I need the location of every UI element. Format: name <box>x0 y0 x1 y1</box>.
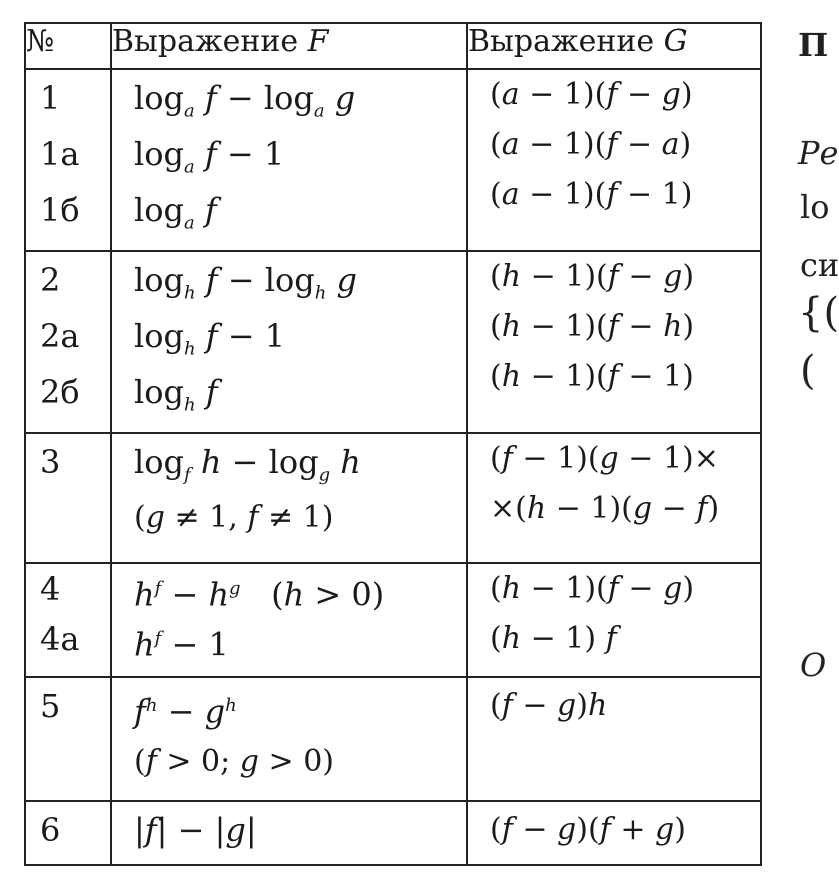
expression-g: (f − 1)(g − 1)× <box>490 441 719 476</box>
table-row <box>25 69 761 251</box>
table-row <box>25 433 761 563</box>
table-row <box>25 251 761 433</box>
row-numbers <box>25 251 111 433</box>
expression-g-cell <box>467 563 761 677</box>
row-number: 1 <box>40 79 61 117</box>
expression-f: $h^f - 1$ <box>134 625 229 664</box>
expression-g: (h − 1)(f − 1) <box>490 359 694 394</box>
table-row <box>25 801 761 865</box>
expression-f: $h^f - h^g$ (h > 0) <box>134 575 385 614</box>
row-numbers <box>25 677 111 801</box>
expression-f-cell <box>111 251 467 433</box>
header-expression-f: Выражение F <box>111 23 467 69</box>
header-expression-g: Выражение G <box>467 23 761 69</box>
expression-g: (a − 1)(f − g) <box>490 77 693 112</box>
row-number: 2 <box>40 261 61 299</box>
expression-f: |f| − |g| <box>134 811 257 849</box>
side-fragment: {( <box>798 290 839 336</box>
expression-f: $f^h - g^h$ <box>134 692 237 731</box>
row-number: 4 <box>40 570 61 608</box>
row-number: 1а <box>40 135 80 173</box>
header-number: № <box>25 23 111 69</box>
side-fragment: О <box>800 646 827 684</box>
row-numbers <box>25 801 111 865</box>
expression-f-condition: (g ≠ 1, f ≠ 1) <box>134 500 334 535</box>
expression-f-cell <box>111 433 467 563</box>
row-number: 3 <box>40 443 61 481</box>
row-number: 6 <box>40 811 61 849</box>
row-number: 5 <box>40 687 61 725</box>
table-row <box>25 563 761 677</box>
expression-f: $\log_a f - \log_a g$ <box>134 79 356 122</box>
expression-g-cell <box>467 433 761 563</box>
row-numbers <box>25 69 111 251</box>
expression-f: $\log_h f - 1$ <box>134 317 286 360</box>
side-fragment: П <box>798 26 829 64</box>
row-number: 2б <box>40 373 80 411</box>
expression-g-cell <box>467 677 761 801</box>
side-fragment: Ре <box>798 134 839 172</box>
expression-g: (h − 1)(f − h) <box>490 309 695 344</box>
expression-f-cell <box>111 69 467 251</box>
side-fragment: ( <box>800 348 816 394</box>
expression-g-cell <box>467 69 761 251</box>
expression-g: (h − 1)(f − g) <box>490 571 695 606</box>
row-number: 4а <box>40 620 80 658</box>
row-numbers <box>25 563 111 677</box>
row-number: 2а <box>40 317 80 355</box>
expression-f-cell <box>111 801 467 865</box>
equivalence-table <box>24 22 762 866</box>
expression-f-cell <box>111 677 467 801</box>
expression-g-cell <box>467 251 761 433</box>
expression-g-cell <box>467 801 761 865</box>
expression-g: (f − g)h <box>490 688 608 723</box>
table-header-row <box>25 23 761 69</box>
expression-f-condition: (f > 0; g > 0) <box>134 744 334 779</box>
row-numbers <box>25 433 111 563</box>
expression-g: (f − g)(f + g) <box>490 812 686 847</box>
expression-f: $\log_h f - \log_h g$ <box>134 261 357 304</box>
side-fragment: си <box>800 246 839 284</box>
expression-f: $\log_h f$ <box>134 373 218 416</box>
expression-g: ×(h − 1)(g − f) <box>490 491 720 526</box>
table-row <box>25 677 761 801</box>
expression-g: (a − 1)(f − 1) <box>490 177 693 212</box>
expression-g: (a − 1)(f − a) <box>490 127 692 162</box>
row-number: 1б <box>40 191 80 229</box>
expression-f: $\log_f h - \log_g h$ <box>134 443 361 486</box>
expression-f: $\log_a f$ <box>134 191 217 234</box>
expression-g: (h − 1) f <box>490 621 617 656</box>
expression-g: (h − 1)(f − g) <box>490 259 695 294</box>
expression-f: $\log_a f - 1$ <box>134 135 285 178</box>
expression-f-cell <box>111 563 467 677</box>
side-fragment: lo <box>800 188 830 226</box>
